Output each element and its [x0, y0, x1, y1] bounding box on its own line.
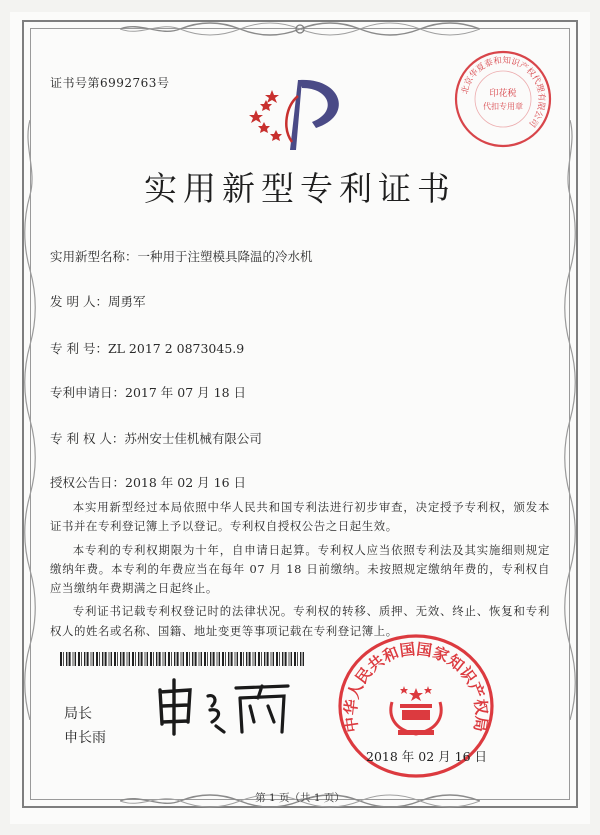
ornament-right	[563, 120, 577, 720]
field-application-date	[50, 383, 246, 401]
field-label: 授权公告日：	[50, 475, 126, 490]
seal-date: 2018 年 02 月 16 日	[366, 749, 487, 764]
paragraph-legal-status: 专利证书记载专利权登记时的法律状况。专利权的转移、质押、无效、终止、恢复和专利权人的姓名或名称、国籍、地址变更等事项记载在专利登记簿上。	[50, 604, 550, 638]
field-value: 苏州安士佳机械有限公司	[124, 431, 262, 446]
field-value: 2018 年 02 月 16 日	[125, 475, 247, 490]
field-patent-number	[50, 339, 244, 357]
field-value: 周勇军	[107, 294, 146, 309]
agency-tax-seal-icon	[453, 49, 553, 149]
main-seal-ring-text: 中华人民共和国国家知识产权局	[341, 640, 491, 734]
field-value: ZL 2017 2 0873045.9	[107, 341, 245, 356]
field-grant-announcement-date	[50, 473, 246, 491]
agency-seal-inner-line-2: 代扣专用章	[483, 102, 523, 111]
agency-seal-inner-line-1: 印花税	[489, 89, 517, 99]
agency-seal-ring-text: 北京华夏泰和知识产权代理有限公司	[460, 55, 547, 129]
field-inventor	[50, 292, 145, 310]
certificate-body	[50, 498, 550, 641]
certificate-number: 证书号第6992763号	[50, 76, 170, 90]
field-value: 一种用于注塑模具降温的冷水机	[137, 249, 313, 264]
ornament-top	[120, 21, 480, 37]
director-title: 局长	[64, 706, 92, 722]
field-label: 专 利 号：	[50, 341, 108, 356]
field-patentee	[50, 429, 262, 447]
certificate-title: 实用新型专利证书	[144, 169, 456, 208]
director-name: 申长雨	[64, 730, 106, 746]
field-label: 实用新型名称：	[50, 249, 138, 264]
patent-office-logo-icon	[242, 72, 360, 152]
field-utility-model-name	[50, 247, 313, 265]
barcode-icon	[60, 652, 304, 666]
paragraph-grant: 本实用新型经过本局依照中华人民共和国专利法进行初步审查，决定授予专利权，颁发本证书并在专利登记簿上予以登记。专利权自授权公告之日起生效。	[50, 500, 550, 534]
field-label: 专 利 权 人：	[50, 431, 125, 446]
ornament-left	[23, 120, 37, 720]
field-label: 专利申请日：	[50, 385, 126, 400]
field-value: 2017 年 07 月 18 日	[125, 385, 247, 400]
paragraph-term-fees: 本专利的专利权期限为十年，自申请日起算。专利权人应当依照专利法及其实施细则规定缴纳年费。本专利的年费应当在每年 07 月 18 日前缴纳。未按照规定缴纳年费的，专利权自应当缴纳年费期满之日起终止。	[50, 542, 550, 596]
director-signature-icon	[150, 676, 300, 736]
field-label: 发 明 人：	[50, 294, 108, 309]
page-footer: 第 1 页（共 1 页）	[255, 792, 345, 804]
